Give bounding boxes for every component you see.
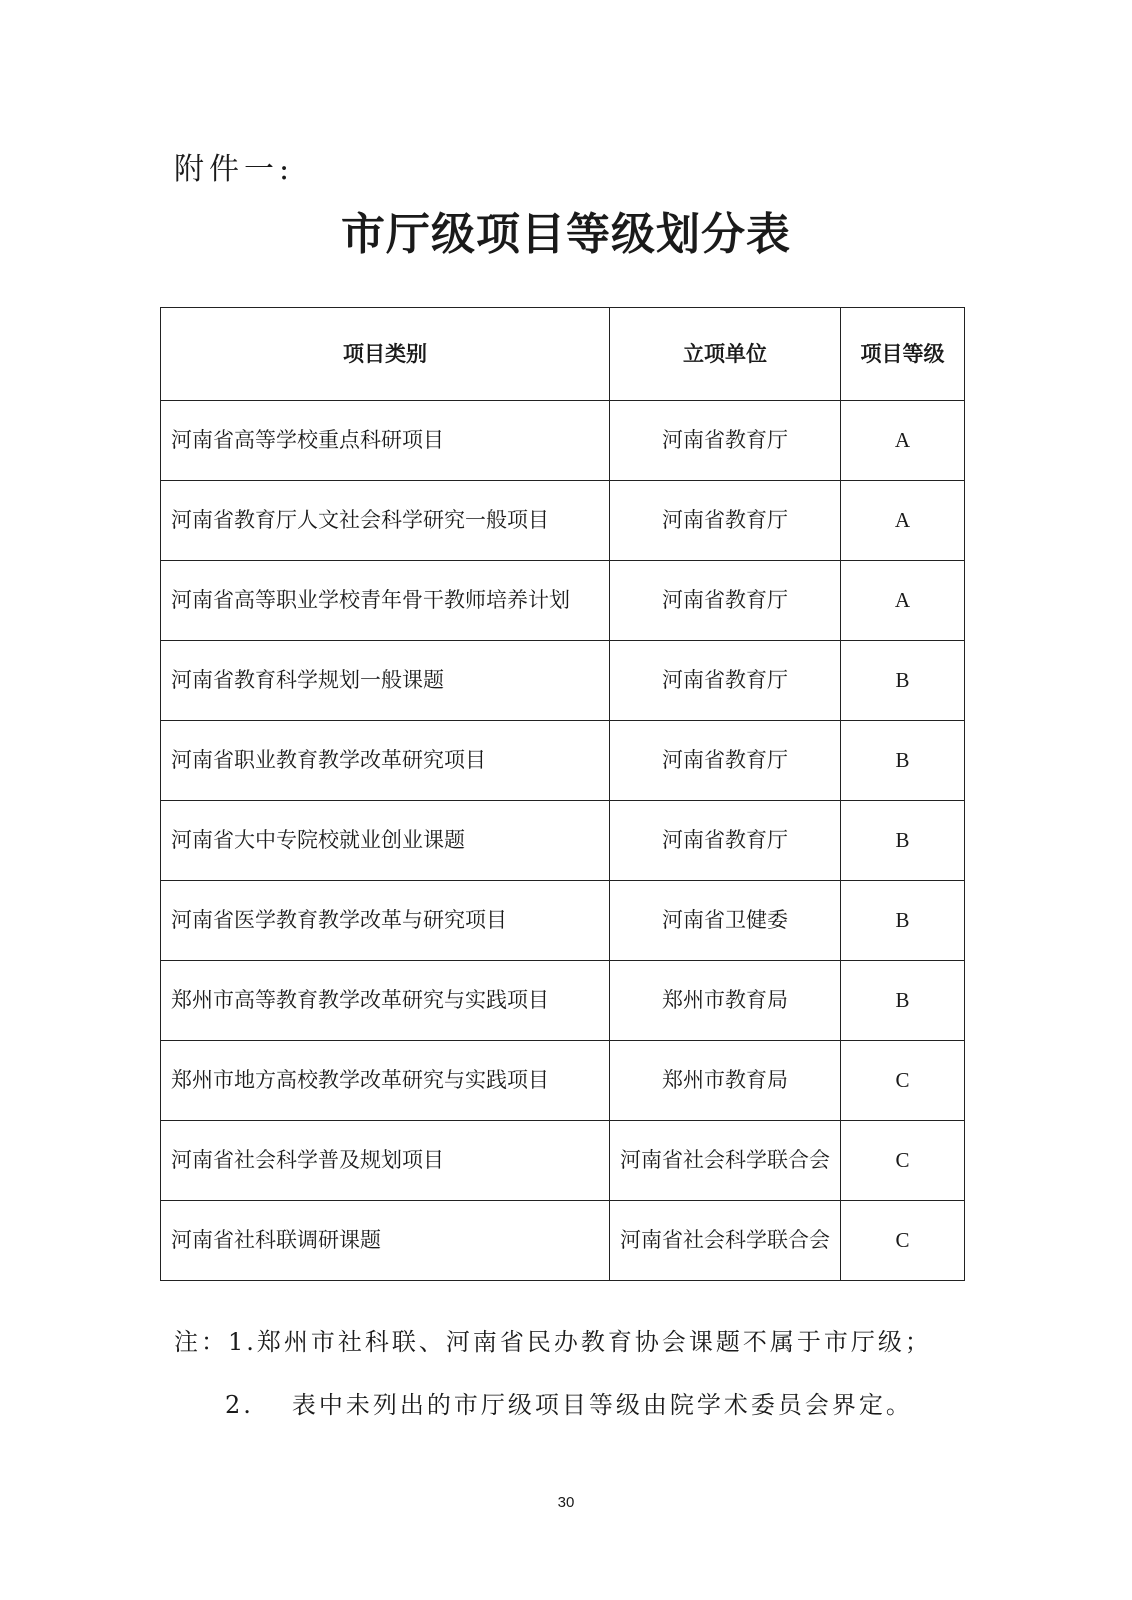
cell-unit: 河南省教育厅 xyxy=(610,801,841,881)
cell-grade: C xyxy=(841,1201,965,1281)
cell-unit: 河南省卫健委 xyxy=(610,881,841,961)
document-title: 市厅级项目等级划分表 xyxy=(341,209,791,260)
attachment-label: 附件一: xyxy=(174,152,295,187)
cell-unit: 河南省教育厅 xyxy=(610,641,841,721)
cell-grade: C xyxy=(841,1041,965,1121)
cell-grade: A xyxy=(841,481,965,561)
table-row xyxy=(161,401,965,481)
cell-category: 河南省职业教育教学改革研究项目 xyxy=(161,721,610,801)
note-2 xyxy=(225,1388,913,1422)
cell-category: 郑州市高等教育教学改革研究与实践项目 xyxy=(161,961,610,1041)
cell-grade: B xyxy=(841,641,965,721)
cell-category: 河南省社科联调研课题 xyxy=(161,1201,610,1281)
table-row xyxy=(161,721,965,801)
note-2-text: 表中未列出的市厅级项目等级由院学术委员会界定。 xyxy=(291,1391,913,1419)
cell-category: 河南省高等学校重点科研项目 xyxy=(161,401,610,481)
page-number: 30 xyxy=(557,1494,575,1511)
table-row xyxy=(161,1041,965,1121)
header-category: 项目类别 xyxy=(161,308,610,401)
cell-unit: 河南省社会科学联合会 xyxy=(610,1201,841,1281)
cell-grade: A xyxy=(841,401,965,481)
cell-unit: 河南省教育厅 xyxy=(610,401,841,481)
cell-grade: B xyxy=(841,881,965,961)
cell-unit: 河南省社会科学联合会 xyxy=(610,1121,841,1201)
cell-category: 河南省医学教育教学改革与研究项目 xyxy=(161,881,610,961)
note-1: 注：1.郑州市社科联、河南省民办教育协会课题不属于市厅级； xyxy=(174,1328,932,1356)
cell-grade: B xyxy=(841,961,965,1041)
cell-grade: C xyxy=(841,1121,965,1201)
cell-unit: 河南省教育厅 xyxy=(610,721,841,801)
cell-category: 河南省教育科学规划一般课题 xyxy=(161,641,610,721)
cell-category: 河南省高等职业学校青年骨干教师培养计划 xyxy=(161,561,610,641)
cell-category: 郑州市地方高校教学改革研究与实践项目 xyxy=(161,1041,610,1121)
cell-grade: B xyxy=(841,721,965,801)
project-grade-table xyxy=(160,307,965,1281)
cell-grade: B xyxy=(841,801,965,881)
cell-unit: 河南省教育厅 xyxy=(610,561,841,641)
cell-unit: 河南省教育厅 xyxy=(610,481,841,561)
cell-category: 河南省大中专院校就业创业课题 xyxy=(161,801,610,881)
cell-unit: 郑州市教育局 xyxy=(610,1041,841,1121)
table-row xyxy=(161,481,965,561)
cell-category: 河南省教育厅人文社会科学研究一般项目 xyxy=(161,481,610,561)
table-row xyxy=(161,641,965,721)
table-row xyxy=(161,881,965,961)
header-grade: 项目等级 xyxy=(841,308,965,401)
note-2-number: 2. xyxy=(225,1391,254,1419)
table-row xyxy=(161,561,965,641)
table-header-row xyxy=(161,308,965,401)
cell-unit: 郑州市教育局 xyxy=(610,961,841,1041)
table-row xyxy=(161,1201,965,1281)
cell-category: 河南省社会科学普及规划项目 xyxy=(161,1121,610,1201)
table-row xyxy=(161,961,965,1041)
table-row xyxy=(161,801,965,881)
cell-grade: A xyxy=(841,561,965,641)
header-unit: 立项单位 xyxy=(610,308,841,401)
table-row xyxy=(161,1121,965,1201)
